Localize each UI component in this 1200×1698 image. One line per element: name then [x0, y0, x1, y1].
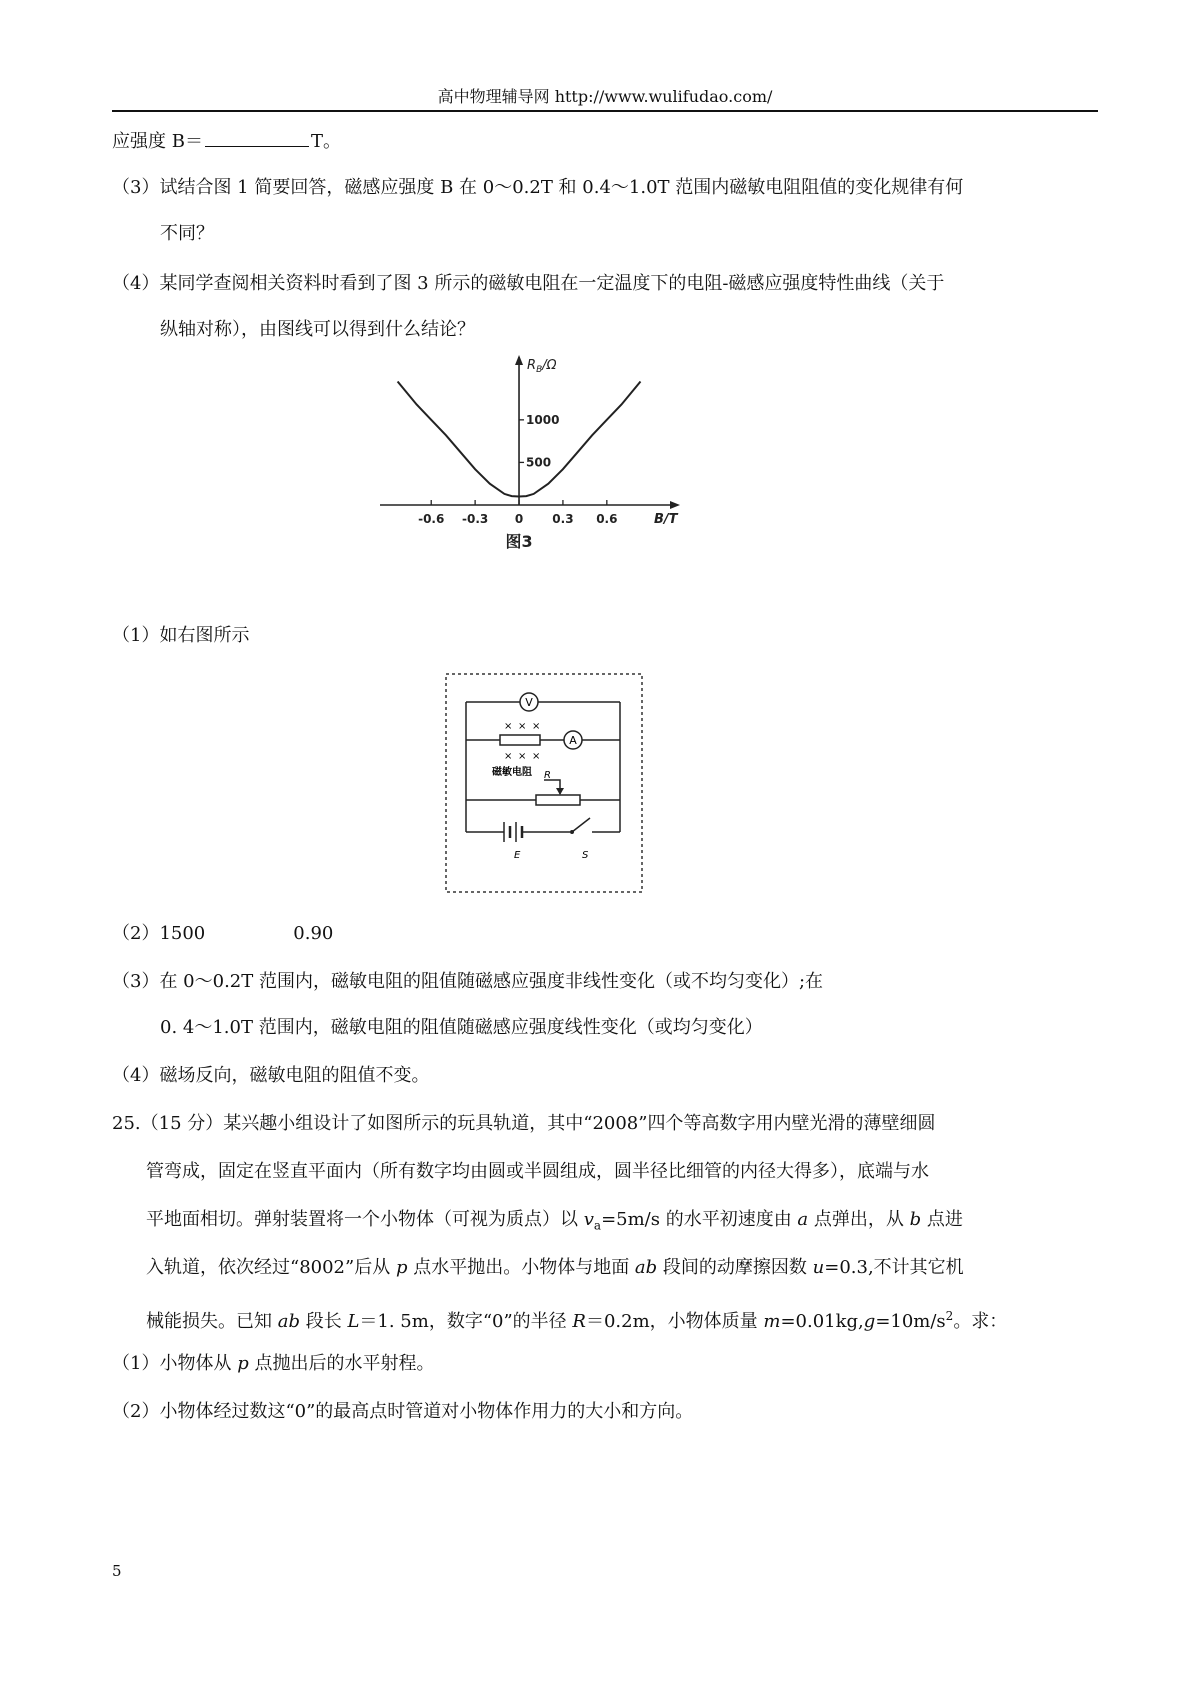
- switch-icon: [572, 818, 590, 832]
- x-tick-label: 0.3: [552, 512, 574, 526]
- p25-l5-text-h: 。求：: [953, 1311, 1008, 1332]
- chart-title: 图3: [505, 532, 533, 551]
- field-mark-4: ×: [504, 751, 513, 762]
- chart-x-axis-label: B/T: [654, 512, 678, 527]
- p25-l3-text-c: 点弹出，从: [808, 1209, 910, 1230]
- page-header: 高中物理辅导网 http://www.wulifudao.com/: [437, 87, 773, 106]
- var-a: a: [797, 1209, 809, 1230]
- field-mark-1: ×: [504, 721, 513, 732]
- problem-25-line-4: [146, 1256, 964, 1280]
- var-ab: ab: [634, 1257, 658, 1278]
- p25-l3-text-b: =5m/s 的水平初速度由: [601, 1209, 798, 1230]
- b-prefix: 应强度 B＝: [112, 131, 203, 152]
- chart-y-axis-label: [527, 358, 557, 375]
- circuit-diagram: [440, 668, 650, 908]
- x-tick-label: -0.3: [461, 512, 489, 526]
- var-R: R: [572, 1311, 586, 1332]
- p25-l4-text-c: 段间的动摩擦因数: [657, 1257, 813, 1278]
- field-mark-5: ×: [518, 751, 527, 762]
- problem-25-line-1: 25.（15 分）某兴趣小组设计了如图所示的玩具轨道，其中“2008”四个等高数字用内壁光滑的薄壁细圆: [112, 1113, 936, 1134]
- answer-3-line-1: （3）在 0～0.2T 范围内，磁敏电阻的阻值随磁感应强度非线性变化（或不均匀变化）;在: [112, 971, 824, 992]
- y-label-sub: B: [536, 365, 543, 375]
- x-axis-arrow-icon: [670, 501, 680, 509]
- rheostat-label: R: [544, 770, 551, 781]
- x-tick-label: -0.6: [418, 512, 445, 526]
- p25-s1-text-b: 点抛出后的水平射程。: [248, 1353, 435, 1374]
- var-m: m: [763, 1311, 781, 1332]
- magnetoresistor-label: 磁敏电阻: [492, 767, 532, 778]
- chart-axes: [380, 355, 680, 509]
- var-v-sub: a: [593, 1218, 602, 1233]
- p25-l5-text-d: ＝0.2m，小物体质量: [585, 1311, 764, 1332]
- question-3-line-1: （3）试结合图 1 简要回答，磁感应强度 B 在 0～0.2T 和 0.4～1.0T 范围内磁敏电阻阻值的变化规律有何: [112, 177, 964, 198]
- problem-25-line-3: [146, 1208, 963, 1238]
- p25-l5-text-f: =10m/s: [875, 1311, 946, 1332]
- var-p: p: [395, 1257, 408, 1278]
- y-tick-label: 1000: [526, 412, 560, 427]
- y-axis-arrow-icon: [515, 355, 523, 365]
- p25-l5-text-e: =0.01kg,: [780, 1311, 864, 1332]
- answer-2-label: （2）1500: [112, 923, 206, 944]
- var-v: v: [583, 1209, 594, 1230]
- ammeter-label: A: [569, 734, 577, 747]
- battery-label: E: [514, 850, 521, 861]
- b-blank-line: [112, 128, 341, 154]
- var-L: L: [347, 1311, 360, 1332]
- header-rule: [112, 110, 1098, 112]
- chart-ticks: [418, 413, 617, 526]
- var-g: g: [863, 1311, 876, 1332]
- problem-25-sub-1: [112, 1352, 434, 1376]
- voltmeter-label: V: [525, 696, 533, 709]
- problem-25-sub-2: （2）小物体经过数这“0”的最高点时管道对小物体作用力的大小和方向。: [112, 1401, 694, 1422]
- y-tick-label: 500: [526, 455, 552, 470]
- page-number: 5: [112, 1562, 122, 1580]
- var-u: u: [812, 1257, 825, 1278]
- answer-blank: [205, 128, 309, 147]
- p25-l4-text-d: =0.3,不计其它机: [824, 1257, 964, 1278]
- rheostat-slider: [544, 780, 560, 794]
- y-label-unit: /Ω: [542, 358, 557, 373]
- b-suffix: T。: [310, 131, 341, 152]
- p25-l3-text-a: 平地面相切。弹射装置将一个小物体（可视为质点）以: [146, 1209, 584, 1230]
- var-ab-2: ab: [277, 1311, 300, 1332]
- y-label-main: R: [527, 358, 537, 373]
- question-4-line-2: 纵轴对称），由图线可以得到什么结论？: [160, 319, 475, 340]
- p25-l4-text-a: 入轨道，依次经过“8002”后从: [146, 1257, 396, 1278]
- field-mark-2: ×: [518, 721, 527, 732]
- rheostat-icon: [536, 795, 580, 805]
- var-p-2: p: [237, 1353, 249, 1374]
- switch-label: S: [582, 850, 589, 861]
- answer-2: [112, 922, 333, 946]
- slider-arrow-icon: [556, 788, 564, 795]
- problem-25-line-2: 管弯成，固定在竖直平面内（所有数字均由圆或半圆组成，圆半径比细管的内径大得多），底端与水: [146, 1161, 929, 1182]
- answer-1: （1）如右图所示: [112, 625, 250, 646]
- question-3-line-2: 不同？: [160, 223, 214, 244]
- p25-l5-text-a: 械能损失。已知: [146, 1311, 278, 1332]
- dashed-frame: [446, 674, 642, 892]
- x-tick-label: 0: [514, 512, 524, 526]
- p25-l5-text-c: ＝1. 5m，数字“0”的半径: [359, 1311, 573, 1332]
- p25-l3-text-d: 点进: [921, 1209, 963, 1230]
- p25-s1-text-a: （1）小物体从: [112, 1353, 238, 1374]
- p25-l5-text-b: 段长: [300, 1311, 348, 1332]
- p25-l4-text-b: 点水平抛出。小物体与地面: [407, 1257, 635, 1278]
- x-tick-label: 0.6: [596, 512, 618, 526]
- question-4-line-1: （4）某同学查阅相关资料时看到了图 3 所示的磁敏电阻在一定温度下的电阻-磁感应强度特性曲线（关于: [112, 273, 945, 294]
- answer-4: （4）磁场反向，磁敏电阻的阻值不变。: [112, 1065, 430, 1086]
- problem-25-line-5: [146, 1304, 1007, 1334]
- exponent: 2: [945, 1309, 954, 1323]
- magnetoresistor-icon: [500, 735, 540, 745]
- answer-3-line-2: 0. 4～1.0T 范围内，磁敏电阻的阻值随磁感应强度线性变化（或均匀变化）: [160, 1017, 763, 1038]
- field-mark-3: ×: [532, 721, 541, 732]
- var-b: b: [909, 1209, 922, 1230]
- figure-3-chart: [380, 355, 680, 605]
- field-mark-6: ×: [532, 751, 541, 762]
- answer-2-value: 0.90: [293, 923, 334, 944]
